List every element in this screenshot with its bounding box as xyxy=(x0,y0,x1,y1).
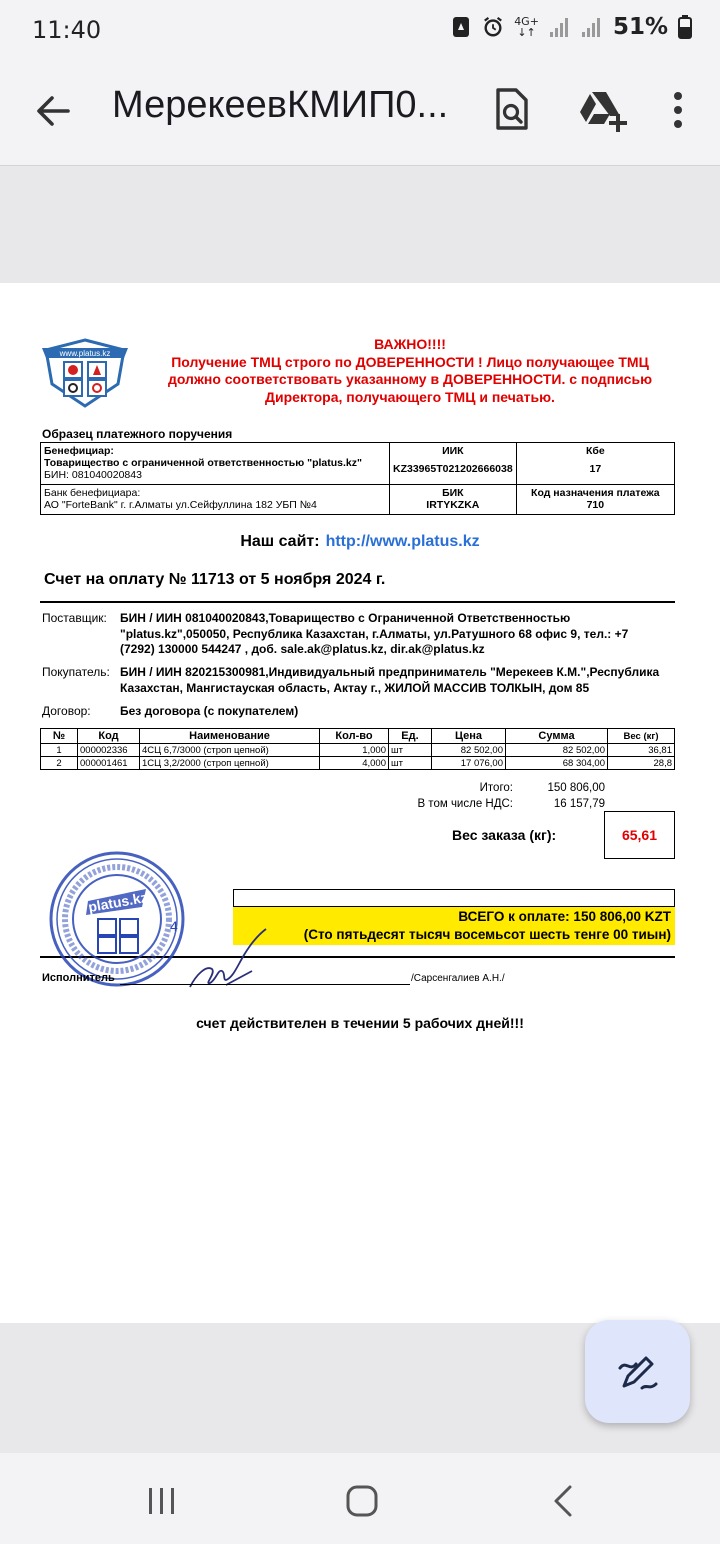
col-header-weight: Вес (кг) xyxy=(608,729,675,744)
status-time: 11:40 xyxy=(32,16,102,44)
back-nav-icon[interactable] xyxy=(544,1481,584,1521)
knp-cell: Код назначения платежа 710 xyxy=(516,485,674,515)
col-header-qty: Кол-во xyxy=(320,729,389,744)
col-header-sum: Сумма xyxy=(506,729,608,744)
col-header-unit: Ед. xyxy=(389,729,432,744)
divider xyxy=(40,601,675,603)
signal-icon xyxy=(549,14,571,40)
executor-signature-line xyxy=(120,984,410,985)
battery-icon xyxy=(678,15,692,39)
invoice-title: Счет на оплату № 11713 от 5 ноября 2024 г. xyxy=(44,571,386,588)
more-options-icon[interactable] xyxy=(654,84,702,136)
home-icon[interactable] xyxy=(342,1481,382,1521)
order-weight-value: 65,61 xyxy=(604,811,675,859)
contract-value: Без договора (с покупателем) xyxy=(120,704,299,718)
status-icons xyxy=(450,14,692,40)
grand-total-top-box xyxy=(233,889,675,907)
col-header-name: Наименование xyxy=(140,729,320,744)
grand-total-words: (Сто пятьдесят тысяч восемьсот шесть тенге 00 тиын) xyxy=(303,927,671,942)
app-bar xyxy=(0,62,720,166)
document-title: МерекеевКМИП0... xyxy=(112,84,449,126)
col-header-code: Код xyxy=(78,729,140,744)
navigation-bar xyxy=(0,1453,720,1544)
vat-value: 16 157,79 xyxy=(553,798,605,810)
total-value: 150 806,00 xyxy=(547,782,605,794)
beneficiary-cell: Бенефициар: Товарищество с ограниченной ответственностью "platus.kz" БИН: 081040020843 xyxy=(41,443,390,485)
document-page xyxy=(0,283,720,1323)
buyer-details: БИН / ИИН 820215300981,Индивидуальный предприниматель "Мерекеев К.М.",Республика Казахстан, Мангистауская область, Актау г., ЖИЛОЙ МАССИВ ТОЛКЫН, дом 85 xyxy=(120,665,660,695)
totals-block xyxy=(330,780,605,812)
company-stamp xyxy=(46,849,192,989)
battery-percent: 51% xyxy=(612,14,668,40)
executor-name: /Сарсенгалиев А.Н./ xyxy=(411,973,505,984)
recent-apps-icon[interactable] xyxy=(142,1481,182,1521)
add-to-drive-icon[interactable] xyxy=(574,84,630,136)
website-line xyxy=(0,533,720,551)
website-label: Наш сайт: xyxy=(240,533,320,550)
payment-form-title: Образец платежного поручения xyxy=(42,427,233,441)
search-in-document-icon[interactable] xyxy=(486,84,536,136)
bik-cell: БИК IRTYKZKA xyxy=(390,485,517,515)
table-row: 1 000002336 4СЦ 6,7/3000 (строп цепной) 1,000 шт 82 502,00 82 502,00 36,81 xyxy=(41,744,675,757)
bank-details-table xyxy=(40,442,675,515)
stamp-text: platus.kz xyxy=(86,888,149,916)
back-arrow-icon[interactable] xyxy=(30,88,76,134)
supplier-details: БИН / ИИН 081040020843,Товарищество с Ограниченной Ответственностью "platus.kz",050050, Республика Казахстан, г.Алматы, ул.Ратушного 68 офис 9, тел.: +7 (7292) 130000 544247 , доб. sale.ak@platus.kz, dir.ak@platus.kz xyxy=(120,611,629,656)
items-header-row xyxy=(41,729,675,744)
bank-cell: Банк бенефициара: АО "ForteBank" г. г.Алматы ул.Сейфуллина 182 УБП №4 xyxy=(41,485,390,515)
buyer-label: Покупатель: xyxy=(42,665,110,679)
total-label: Итого: xyxy=(479,782,513,794)
screenshot-icon xyxy=(450,14,472,40)
iik-cell: ИИК KZ33965T021202666038 xyxy=(390,443,517,485)
signal-icon-2 xyxy=(581,14,603,40)
col-header-price: Цена xyxy=(432,729,506,744)
kbe-cell: Кбе 17 xyxy=(516,443,674,485)
table-row: 2 000001461 1СЦ 3,2/2000 (строп цепной) 4,000 шт 17 076,00 68 304,00 28,8 xyxy=(41,757,675,770)
logo-text: www.platus.kz xyxy=(59,349,111,358)
status-bar xyxy=(0,0,720,62)
grand-total-box xyxy=(233,907,675,945)
important-notice: ВАЖНО!!!! Получение ТМЦ строго по ДОВЕРЕННОСТИ ! Лицо получающее ТМЦ должно соответствовать указанному в ДОВЕРЕННОСТИ. с подписью Директора, получающего ТМЦ и печатью. xyxy=(167,336,653,405)
supplier-label: Поставщик: xyxy=(42,611,107,625)
contract-block xyxy=(42,704,682,720)
vat-label: В том числе НДС: xyxy=(417,798,513,810)
alarm-icon xyxy=(482,14,504,40)
network-type: 4G+ ↓↑ xyxy=(514,15,539,39)
edit-pen-icon xyxy=(616,1350,660,1394)
executor-label: Исполнитель xyxy=(42,972,115,984)
edit-fab-button[interactable] xyxy=(585,1320,690,1423)
contract-label: Договор: xyxy=(42,704,91,718)
svg-text:4: 4 xyxy=(170,918,178,934)
website-link[interactable]: http://www.platus.kz xyxy=(325,533,480,550)
grand-total-amount: ВСЕГО к оплате: 150 806,00 KZT xyxy=(458,909,671,924)
validity-note: счет действителен в течении 5 рабочих дней!!! xyxy=(196,1015,524,1031)
col-header-number: № xyxy=(41,729,78,744)
company-logo xyxy=(38,336,132,408)
items-table xyxy=(40,728,675,770)
order-weight-label: Вес заказа (кг): xyxy=(452,827,557,843)
supplier-block xyxy=(42,611,682,659)
buyer-block xyxy=(42,665,682,697)
